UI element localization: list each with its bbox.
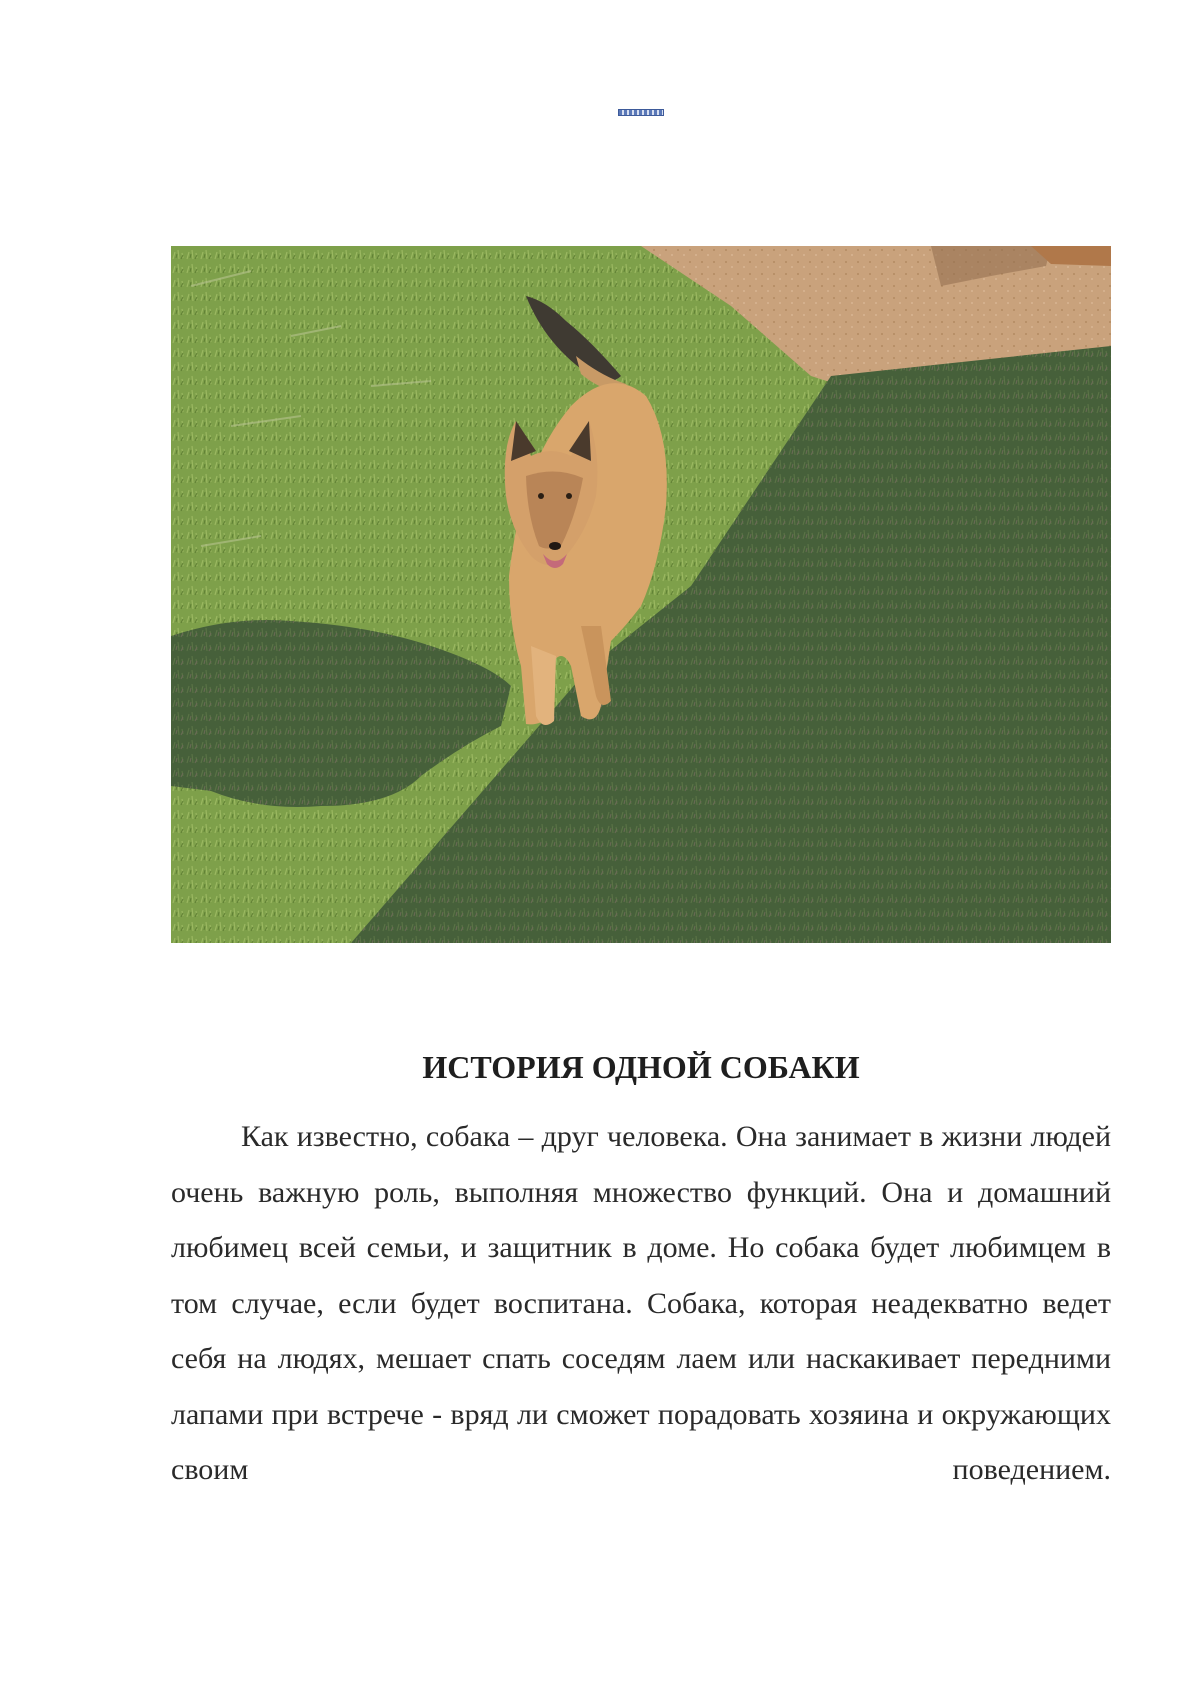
dog-photo (171, 246, 1111, 943)
dog-photo-image (171, 246, 1111, 943)
page-header-marker-icon (618, 109, 664, 116)
document-title: ИСТОРИЯ ОДНОЙ СОБАКИ (422, 1049, 860, 1085)
document-paragraph: Как известно, собака – друг человека. Она занимает в жизни людей очень важную роль, выполняя множество функций. Она и домашний любимец всей семьи, и защитник в доме. Но собака будет любимцем в том случае, если будет воспитана. Собака, которая неадекватно ведет себя на людях, мешает спать соседям лаем или наскакивает передними лапами при встрече - вряд ли сможет порадовать хозяина и окружающих своим поведением. (171, 1120, 1111, 1486)
